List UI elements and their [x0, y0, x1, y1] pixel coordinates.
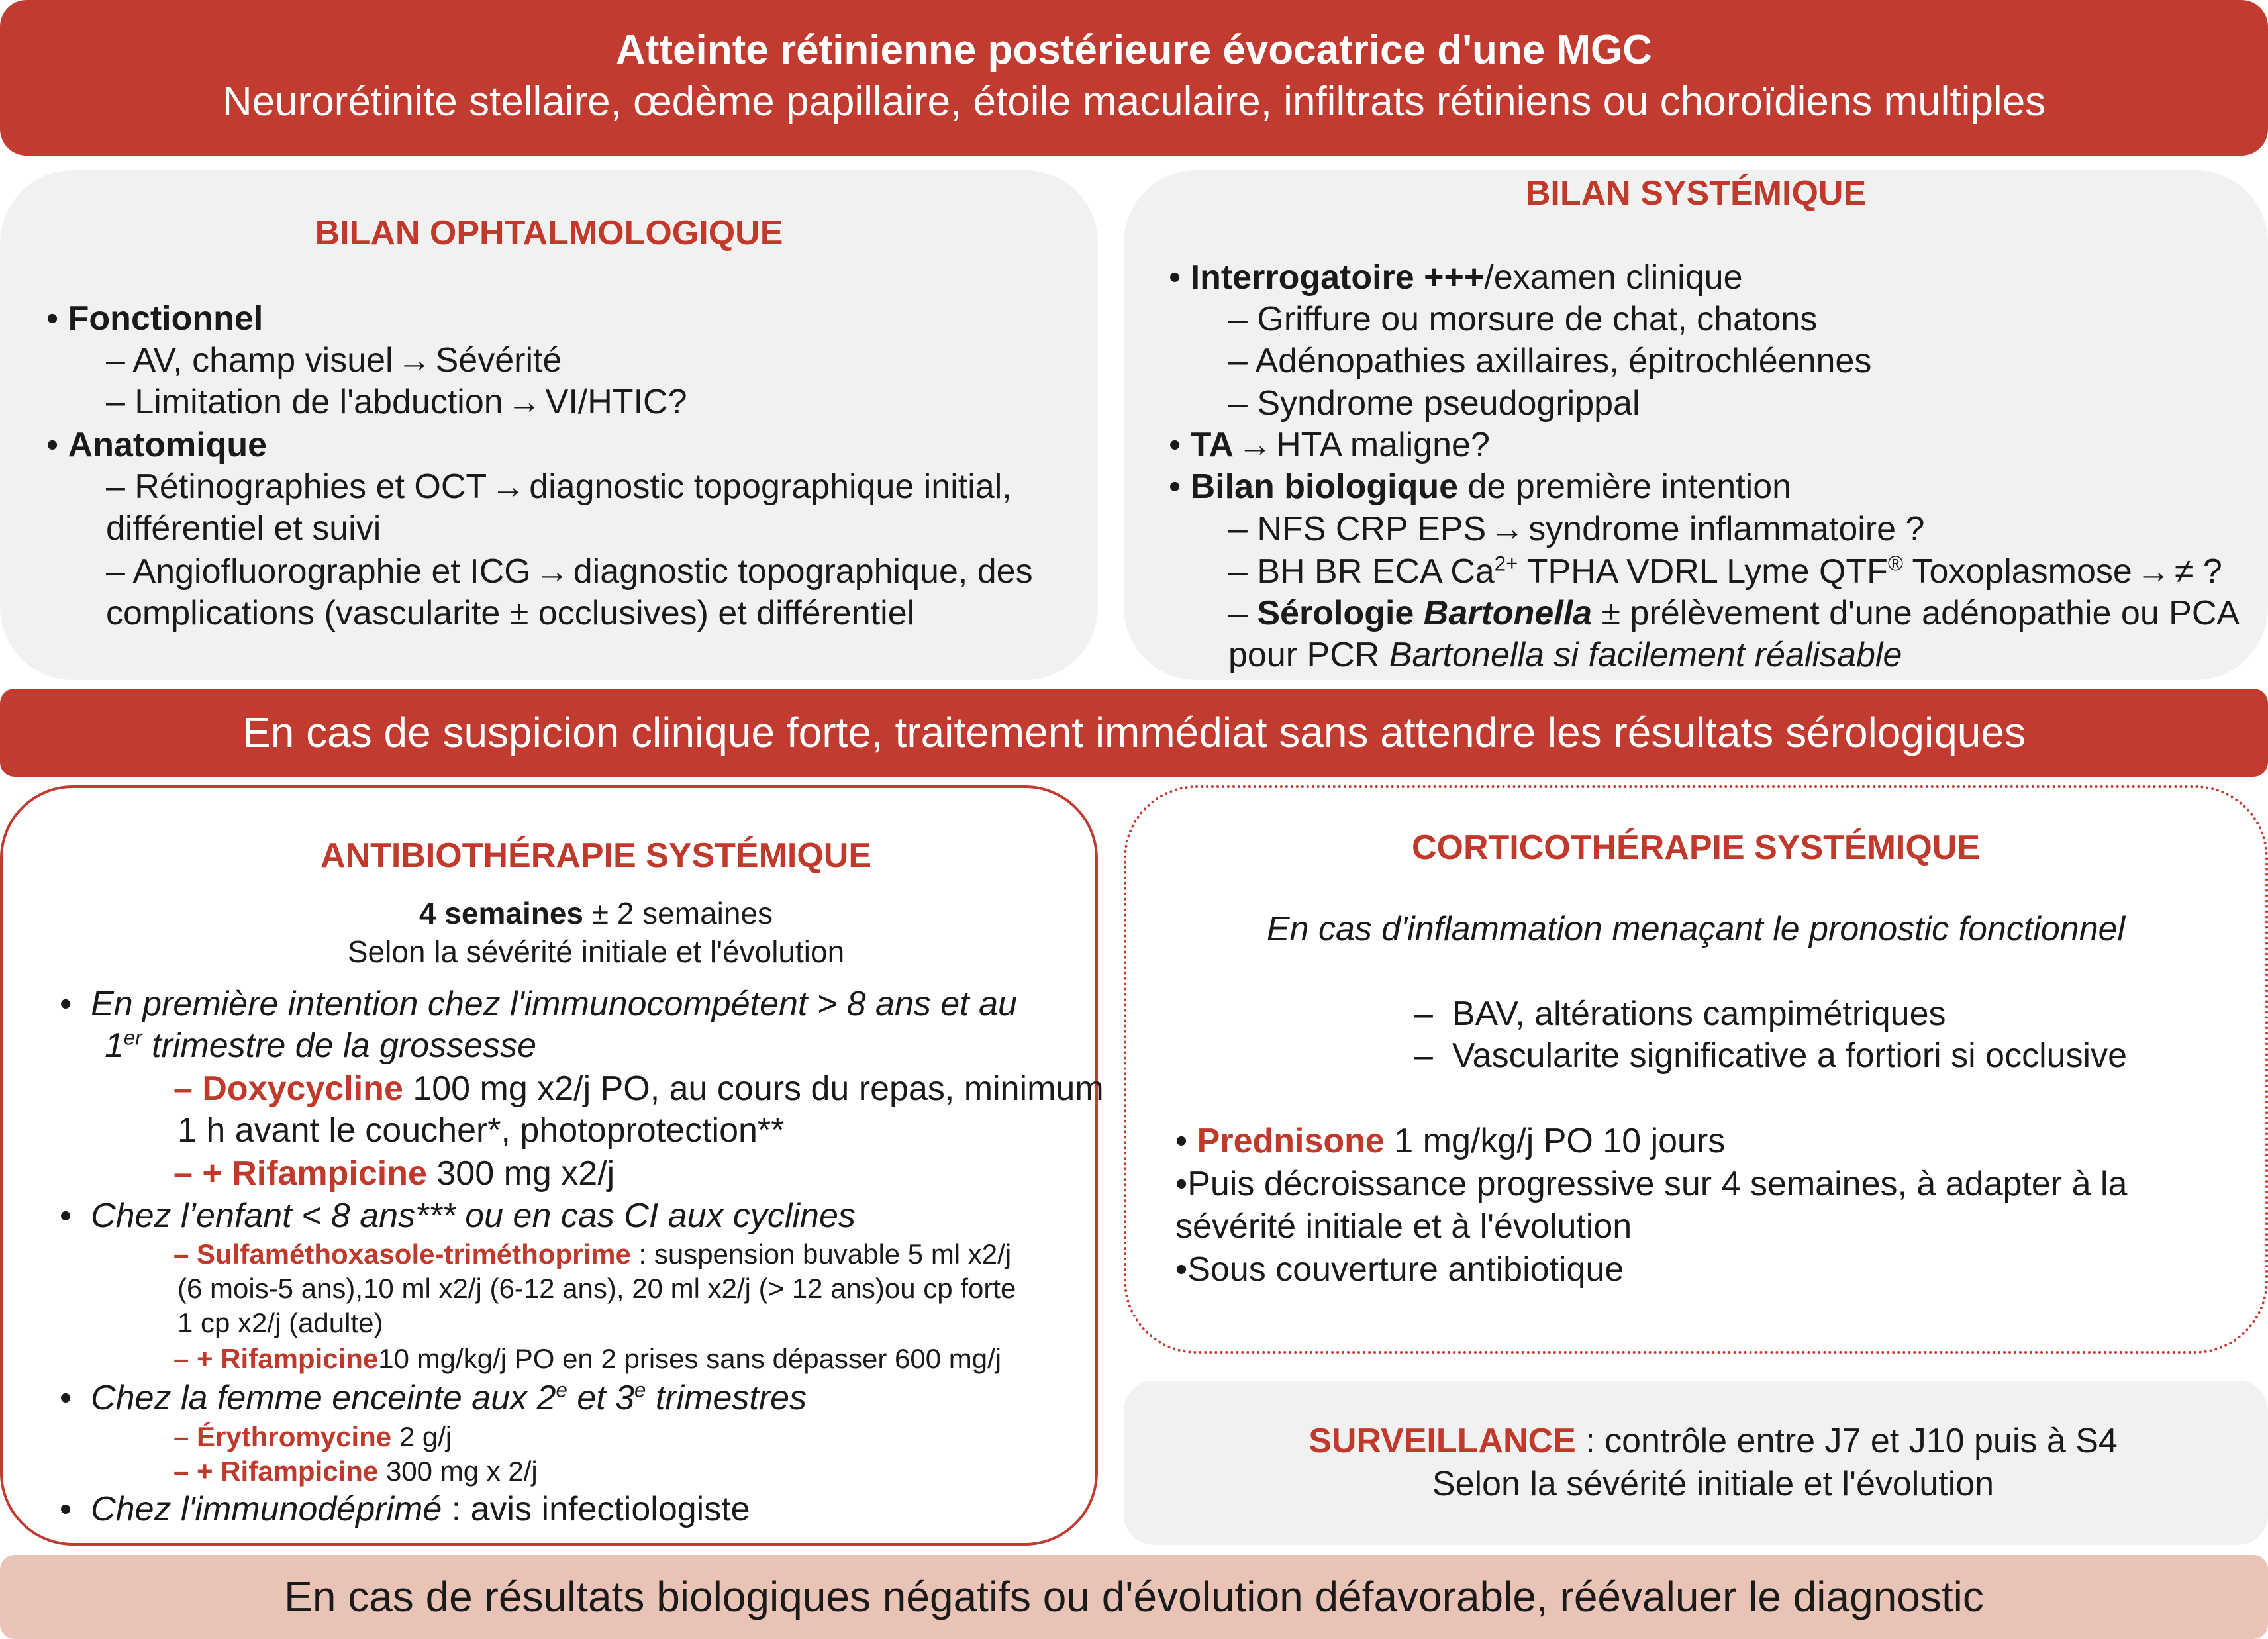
antibio-rifampicine-1: – + Rifampicine 300 mg x2/j — [173, 1154, 615, 1193]
cortico-condition: En cas d'inflammation menaçant le pronostic fonctionnel — [1266, 910, 2126, 948]
top-banner-title: Atteinte rétinienne postérieure évocatrice d'une MGC — [615, 27, 1653, 73]
antibio-doxycycline: – Doxycycline 100 mg x2/j PO, au cours du repas, minimum — [173, 1069, 1104, 1108]
antibio-rifampicine-3: – + Rifampicine 300 mg x 2/j — [173, 1456, 538, 1487]
mid-banner: En cas de suspicion clinique forte, traitement immédiat sans attendre les résultats sérologiques — [0, 689, 2268, 777]
antibio-p1: • En première intention chez l'immunocompétent > 8 ans et au — [60, 985, 1017, 1023]
systemique-heading: BILAN SYSTÉMIQUE — [1525, 174, 1867, 213]
arrow-right-icon: → — [491, 468, 526, 506]
ophtalmo-anatomique: • Anatomique — [46, 426, 268, 464]
systemique-i2: – Adénopathies axillaires, épitrochléennes — [1228, 342, 1872, 380]
antibio-heading: ANTIBIOTHÉRAPIE SYSTÉMIQUE — [320, 836, 872, 875]
ophtalmo-a1-cont: différentiel et suivi — [106, 509, 381, 548]
antibio-smx-cont1: (6 mois-5 ans),10 ml x2/j (6-12 ans), 20 ml x2/j (> 12 ans)ou cp forte — [177, 1273, 1016, 1304]
arrow-right-icon: → — [397, 341, 432, 379]
antibio-p2: • Chez l’enfant < 8 ans*** ou en cas CI aux cyclines — [60, 1197, 856, 1235]
cortico-decroissance: •Puis décroissance progressive sur 4 semaines, à adapter à la — [1175, 1165, 2128, 1203]
systemique-i3: – Syndrome pseudogrippal — [1228, 384, 1640, 422]
ophtalmo-fonctionnel: • Fonctionnel — [46, 299, 264, 338]
ophtalmo-a2: – Angiofluorographie et ICG → diagnostic topographique, des — [106, 551, 1033, 593]
arrow-right-icon: → — [2136, 552, 2171, 591]
antibio-p4: • Chez l'immunodéprimé : avis infectiologiste — [60, 1490, 750, 1528]
cortico-heading: CORTICOTHÉRAPIE SYSTÉMIQUE — [1411, 828, 1981, 867]
ophtalmo-a2-cont: complications (vascularite ± occlusives) et différentiel — [106, 594, 915, 632]
arrow-right-icon: → — [534, 552, 569, 591]
cortico-prednisone: • Prednisone 1 mg/kg/j PO 10 jours — [1175, 1122, 1726, 1160]
antibio-erythromycine: – Érythromycine 2 g/j — [173, 1421, 452, 1452]
ophtalmo-heading: BILAN OPHTALMOLOGIQUE — [315, 214, 783, 252]
antibio-p1-cont: 1er trimestre de la grossesse — [105, 1026, 536, 1065]
systemique-b2: – BH BR ECA $Ca^{2+}$ TPHA VDRL Lyme QTF® Toxoplasmose → ≠ ? — [1228, 551, 2222, 593]
arrow-right-icon: → — [1238, 426, 1273, 464]
ophtalmo-f1: – AV, champ visuel → Sévérité — [106, 340, 562, 381]
bottom-banner: En cas de résultats biologiques négatifs ou d'évolution défavorable, réévaluer le diagnostic — [0, 1555, 2268, 1639]
cortico-c2: – Vascularite significative a fortiori si occlusive — [1414, 1036, 2128, 1075]
systemique-i1: – Griffure ou morsure de chat, chatons — [1228, 300, 1818, 338]
antibio-smx-cont2: 1 cp x2/j (adulte) — [177, 1307, 383, 1338]
cortico-decroissance-cont: sévérité initiale et à l'évolution — [1175, 1207, 1632, 1246]
systemique-interrogatoire: • Interrogatoire +++/examen clinique — [1169, 258, 1743, 297]
surveillance-line1: SURVEILLANCE : contrôle entre J7 et J10 puis à S4 — [1308, 1422, 2118, 1460]
cortico-couverture: •Sous couverture antibiotique — [1175, 1250, 1624, 1289]
systemique-ta: • TA → HTA maligne? — [1169, 424, 1490, 466]
antibio-doxycycline-cont: 1 h avant le coucher*, photoprotection** — [177, 1111, 785, 1150]
ophtalmo-f2: – Limitation de l'abduction → VI/HTIC? — [106, 381, 687, 423]
cortico-c1: – BAV, altérations campimétriques — [1414, 995, 1946, 1033]
systemique-bilan-bio: • Bilan biologique de première intention — [1169, 468, 1792, 506]
systemique-b3-cont: pour PCR Bartonella si facilement réalisable — [1228, 636, 1902, 674]
surveillance-line2: Selon la sévérité initiale et l'évolution — [1432, 1465, 1995, 1503]
systemique-b3: – Sérologie Bartonella ± prélèvement d'une adénopathie ou PCA — [1228, 594, 2240, 632]
arrow-right-icon: → — [507, 383, 542, 421]
ophtalmo-a1: – Rétinographies et OCT → diagnostic topographique initial, — [106, 466, 1012, 508]
arrow-right-icon: → — [1490, 510, 1525, 548]
systemique-b1: – NFS CRP EPS → syndrome inflammatoire ? — [1228, 509, 1924, 550]
antibio-p3: • Chez la femme enceinte aux 2e et 3e trimestres — [60, 1378, 807, 1417]
surveillance-box — [1124, 1381, 2268, 1545]
antibio-rifampicine-2: – + Rifampicine10 mg/kg/j PO en 2 prises sans dépasser 600 mg/j — [173, 1343, 1002, 1374]
antibio-duration: 4 semaines ± 2 semaines — [419, 896, 773, 930]
top-banner — [0, 0, 2268, 156]
top-banner-subtitle: Neurorétinite stellaire, œdème papillaire, étoile maculaire, infiltrats rétiniens ou choroïdiens multiples — [222, 79, 2046, 124]
antibio-smx: – Sulfaméthoxasole-triméthoprime : suspension buvable 5 ml x2/j — [173, 1238, 1012, 1269]
antibio-duration-note: Selon la sévérité initiale et l'évolution — [347, 934, 845, 969]
